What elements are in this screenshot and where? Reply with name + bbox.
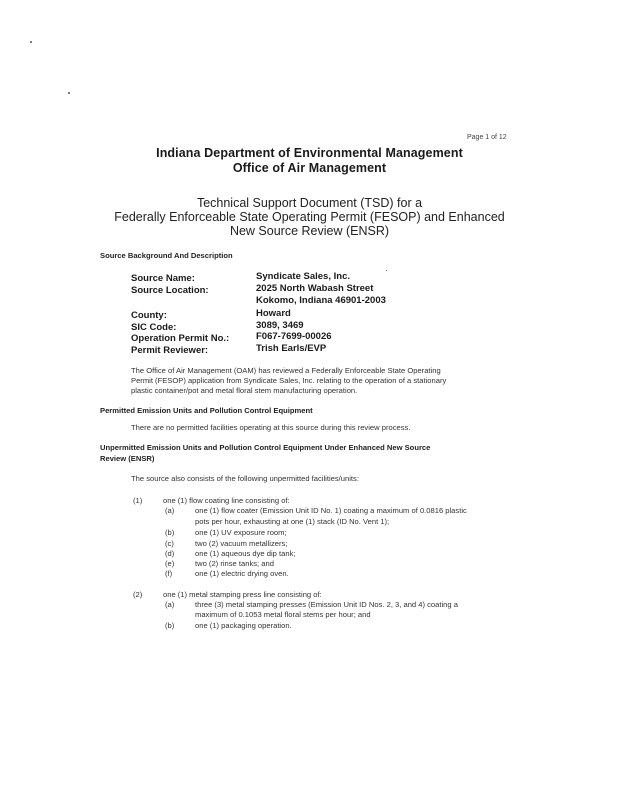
oam-paragraph-line2: Permit (FESOP) application from Syndicate Sales, Inc. relating to the operation of a stationary [131, 376, 447, 385]
doc-title-line2: Federally Enforceable State Operating Permit (FESOP) and Enhanced [114, 210, 505, 224]
list2-item-letter: (b) [165, 621, 175, 630]
permit-number-value: F067-7699-00026 [256, 331, 332, 342]
county-label: County: [131, 310, 167, 321]
list1-item-letter: (a) [165, 506, 175, 515]
sic-code-label: SIC Code: [131, 322, 177, 333]
list2-item-text: one (1) packaging operation. [195, 621, 292, 630]
doc-title-line1: Technical Support Document (TSD) for a [196, 196, 423, 210]
list1-item-letter: (e) [165, 559, 175, 568]
section-heading-permitted: Permitted Emission Units and Pollution Control Equipment [100, 406, 313, 415]
source-location-label: Source Location: [131, 285, 209, 296]
permit-number-label: Operation Permit No.: [131, 333, 230, 344]
section-heading-unpermitted-line2: Review (ENSR) [100, 454, 155, 463]
scan-speck [68, 92, 70, 94]
county-value: Howard [256, 308, 291, 319]
consists-paragraph: The source also consists of the following unpermitted facilities/units: [131, 474, 359, 483]
scan-speck [30, 41, 32, 43]
list1-item-text-cont: pots per hour, exhausting at one (1) stack (ID No. Vent 1); [195, 517, 390, 526]
list1-intro: one (1) flow coating line consisting of: [163, 496, 290, 505]
list1-item-text: one (1) flow coater (Emission Unit ID No. 1) coating a maximum of 0.0816 plastic [195, 506, 467, 515]
source-name-value: Syndicate Sales, Inc. [256, 271, 350, 282]
sic-code-value: 3089, 3469 [256, 320, 304, 331]
list2-intro: one (1) metal stamping press line consisting of: [163, 590, 322, 599]
section-heading-background: Source Background And Description [100, 251, 233, 260]
list2-item-text: three (3) metal stamping presses (Emission Unit ID Nos. 2, 3, and 4) coating a [195, 600, 458, 609]
list2-item-letter: (a) [165, 600, 175, 609]
list1-item-text: one (1) electric drying oven. [195, 569, 289, 578]
source-location-city: Kokomo, Indiana 46901-2003 [256, 295, 386, 306]
list1-item-letter: (f) [165, 569, 173, 578]
list1-number: (1) [133, 496, 143, 505]
list1-item-text: two (2) rinse tanks; and [195, 559, 274, 568]
oam-paragraph-line1: The Office of Air Management (OAM) has reviewed a Federally Enforceable State Operating [131, 366, 441, 375]
permit-reviewer-value: Trish Earls/EVP [256, 343, 327, 354]
list1-item-text: one (1) UV exposure room; [195, 528, 287, 537]
list1-item-letter: (b) [165, 528, 175, 537]
list2-item-text-cont: maximum of 0.1053 metal floral stems per hour; and [195, 610, 371, 619]
org-heading: Indiana Department of Environmental Management [156, 146, 463, 160]
list1-item-letter: (c) [165, 539, 174, 548]
oam-paragraph-line3: plastic container/pot and metal floral stem manufacturing operation. [131, 386, 358, 395]
page-number: Page 1 of 12 [467, 134, 507, 141]
scan-speck [386, 270, 387, 271]
source-name-label: Source Name: [131, 273, 195, 284]
list1-item-letter: (d) [165, 549, 175, 558]
permit-reviewer-label: Permit Reviewer: [131, 345, 209, 356]
list2-number: (2) [133, 590, 143, 599]
office-heading: Office of Air Management [232, 161, 387, 175]
list1-item-text: two (2) vacuum metallizers; [195, 539, 288, 548]
list1-item-text: one (1) aqueous dye dip tank; [195, 549, 296, 558]
doc-title-line3: New Source Review (ENSR) [229, 224, 390, 238]
no-permitted-paragraph: There are no permitted facilities operating at this source during this review process. [131, 423, 411, 432]
source-location-value: 2025 North Wabash Street [256, 283, 374, 294]
section-heading-unpermitted-line1: Unpermitted Emission Units and Pollution Control Equipment Under Enhanced New Source [100, 443, 431, 452]
